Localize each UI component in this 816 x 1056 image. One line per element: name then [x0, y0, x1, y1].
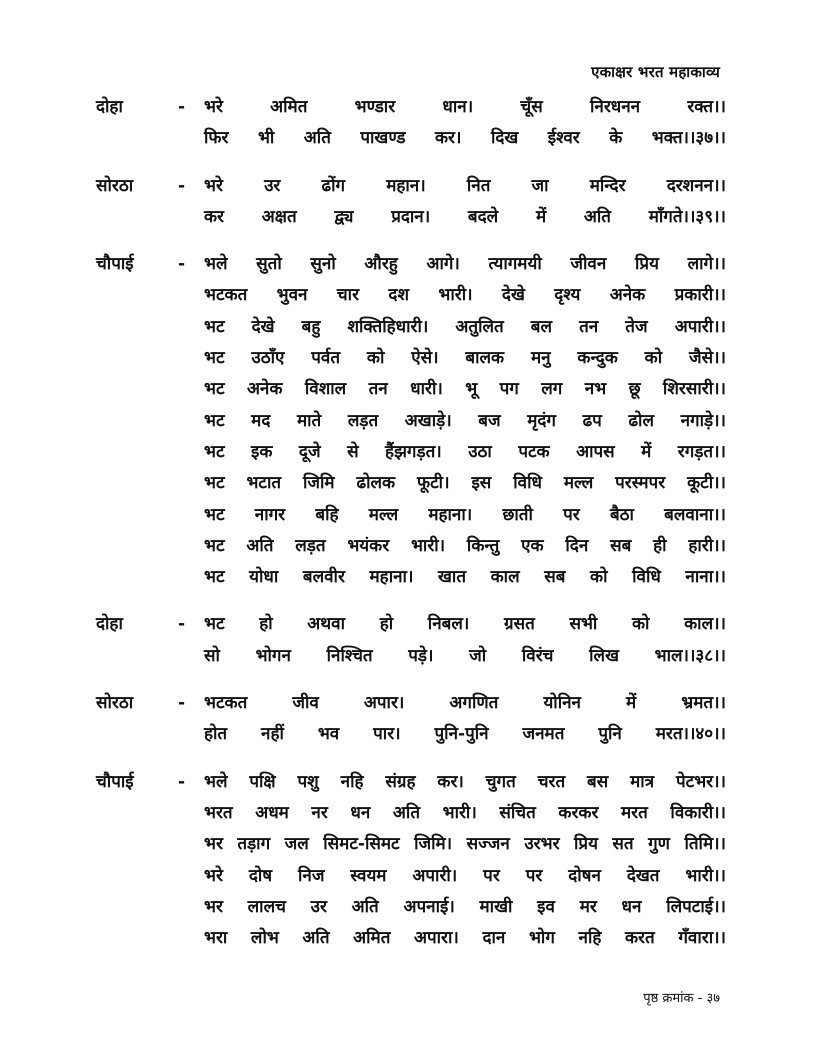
verse-line: भटकत भुवन चार दश भारी। देखे दृश्य अनेक प्रकारी।।	[204, 285, 726, 306]
verse-line: भर तड़ाग जल सिमट-सिमट जिमि। सज्जन उरभर प्रिय सत गुण तिमि।।	[204, 834, 726, 855]
verse-lines	[204, 688, 726, 751]
verse-line: भले पक्षि पशु नहि संग्रह कर। चुगत चरत बस मात्र पेटभर।।	[204, 771, 726, 792]
verse-dash: -	[178, 771, 186, 792]
verse-lines	[204, 609, 726, 672]
verse-line: भट हो अथवा हो निबल। ग्रसत सभी को काल।।	[204, 614, 726, 635]
verse-type-label: चौपाई	[96, 254, 134, 275]
verse-line: भट नागर बहि मल्ल महाना। छाती पर बैठा बलवाना।।	[204, 504, 726, 525]
verse-line: भट अनेक विशाल तन धारी। भू पग लग नभ छू शिरसारी।।	[204, 379, 726, 400]
verse-line: होत नहीं भव पार। पुनि-पुनि जनमत पुनि मरत।।४०।।	[204, 724, 726, 745]
verse-line: भट योधा बलवीर महाना। खात काल सब को विधि नाना।।	[204, 567, 726, 588]
verse-lines	[204, 767, 726, 955]
verse-type-label: दोहा	[96, 97, 123, 117]
verse-content	[96, 92, 726, 970]
verse-line: भटकत जीव अपार। अगणित योनिन में भ्रमत।।	[204, 693, 726, 714]
verse-dash: -	[178, 254, 186, 275]
book-title-header: एकाक्षर भरत महाकाव्य	[591, 63, 720, 81]
verse-lines	[204, 249, 726, 593]
verse-line: भट भटात जिमि ढोलक फूटी। इस विधि मल्ल परस्मपर कूटी।।	[204, 473, 726, 494]
verse-dash: -	[178, 97, 186, 117]
verse-line: भरा लोभ अति अमित अपारा। दान भोग नहि करत गँवारा।।	[204, 928, 726, 949]
verse-line: भट देखे बहु शक्तिहिधारी। अतुलित बल तन तेज अपारी।।	[204, 316, 726, 337]
verse-line: भले सुतो सुनो औरहु आगे। त्यागमयी जीवन प्रिय लागे।।	[204, 254, 726, 275]
verse-block-doha-1	[96, 92, 726, 155]
verse-dash: -	[178, 693, 186, 714]
verse-line: भरे अमित भण्डार धान। चूँस निरधनन रक्त।।	[204, 97, 726, 117]
verse-block-doha-2	[96, 609, 726, 672]
verse-dash: -	[178, 614, 186, 635]
verse-block-chaupai-2	[96, 767, 726, 955]
verse-block-sortha-1	[96, 171, 726, 234]
verse-line: फिर भी अति पाखण्ड कर। दिख ईश्वर के भक्त।।३७।।	[204, 128, 726, 149]
verse-line: भरे दोष निज स्वयम अपारी। पर पर दोषन देखत भारी।।	[204, 865, 726, 886]
verse-dash: -	[178, 175, 186, 196]
verse-line: कर अक्षत द्व्य प्रदान। बदले में अति माँगते।।३९।।	[204, 206, 726, 227]
verse-block-sortha-2	[96, 688, 726, 751]
verse-line: भट इक दूजे से हैंझगड़त। उठा पटक आपस में रगड़त।।	[204, 441, 726, 462]
verse-line: भट उठाँए पर्वत को ऐसे। बालक मनु कन्दुक को जैसे।।	[204, 348, 726, 369]
verse-line: भट अति लड़त भयंकर भारी। किन्तु एक दिन सब ही हारी।।	[204, 535, 726, 556]
verse-line: भरत अधम नर धन अति भारी। संचित करकर मरत विकारी।।	[204, 802, 726, 823]
verse-type-label: सोरठा	[96, 175, 134, 196]
page-number: पृष्ठ क्रमांक - ३७	[643, 991, 720, 1006]
verse-line: भट मद माते लड़त अखाड़े। बज मृदंग ढप ढोल नगाड़े।।	[204, 410, 726, 431]
verse-lines	[204, 92, 726, 155]
verse-line: भर लालच उर अति अपनाई। माखी इव मर धन लिपटाई।।	[204, 896, 726, 917]
verse-line: भरे उर ढोंग महान। नित जा मन्दिर दरशनन।।	[204, 175, 726, 196]
verse-lines	[204, 171, 726, 234]
verse-block-chaupai-1	[96, 249, 726, 593]
verse-type-label: चौपाई	[96, 771, 134, 792]
verse-line: सो भोगन निश्चित पड़े। जो विरंच लिख भाल।।३८।।	[204, 645, 726, 666]
verse-type-label: दोहा	[96, 614, 123, 635]
verse-type-label: सोरठा	[96, 693, 134, 714]
